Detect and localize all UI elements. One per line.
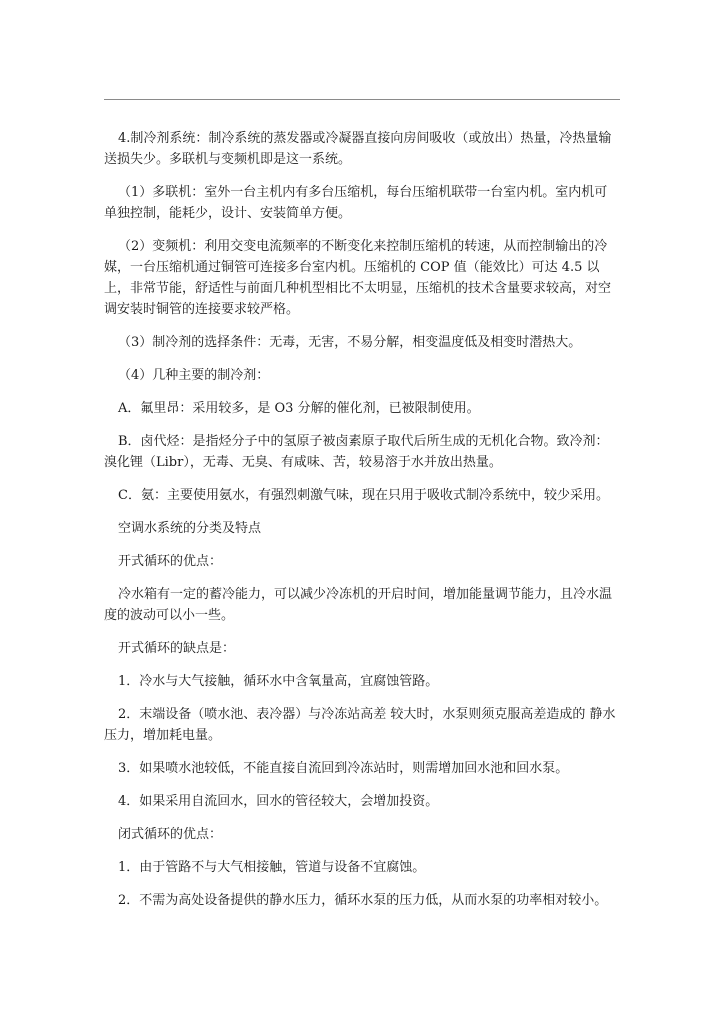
paragraph-refrigerant-system: 4.制冷剂系统：制冷系统的蒸发器或冷凝器直接向房间吸收（或放出）热量，冷热量输送损失少。多联机与变频机即是这一系统。 <box>104 131 612 167</box>
header-rule <box>104 99 620 100</box>
paragraph-open-loop-advantages: 冷水箱有一定的蓄冷能力，可以减少冷冻机的开启时间，增加能量调节能力，且冷水温度的波动可以小一些。 <box>104 587 613 623</box>
paragraph-disadvantage-4: 4．如果采用自流回水，回水的管径较大，会增加投资。 <box>118 794 439 809</box>
paragraph-open-loop-advantages-title: 开式循环的优点： <box>118 554 223 569</box>
paragraph-main-refrigerants: （4）几种主要的制冷剂： <box>118 368 270 383</box>
paragraph-disadvantage-2: 2．末端设备（喷水池、表冷器）与冷冻站高差 较大时，水泵则须克服高差造成的 静水压力，增加耗电量。 <box>104 707 616 743</box>
paragraph-ammonia: C．氨：主要使用氨水，有强烈刺激气味，现在只用于吸收式制冷系统中，较少采用。 <box>118 488 609 503</box>
paragraph-freon: A．氟里昂：采用较多，是 O3 分解的催化剂，已被限制使用。 <box>118 401 480 416</box>
paragraph-closed-loop-advantages-title: 闭式循环的优点： <box>118 827 223 842</box>
paragraph-inverter: （2）变频机：利用交变电流频率的不断变化来控制压缩机的转速，从而控制输出的冷媒，一台压缩机通过铜管可连接多台室内机。压缩机的 COP 值（能效比）可达 4.5 以上，非常节能，舒适性与前面几种机型相比不太明显，压缩机的技术含量要求较高，对空调安装时铜管的连接要求较严格。 <box>104 239 612 317</box>
paragraph-halocarbon: B．卤代烃：是指烃分子中的氢原子被卤素原子取代后所生成的无机化合物。致冷剂：溴化锂（Libr），无毒、无臭、有咸味、苦，较易溶于水并放出热量。 <box>104 434 609 470</box>
paragraph-closed-advantage-1: 1．由于管路不与大气相接触，管道与设备不宜腐蚀。 <box>118 860 426 875</box>
paragraph-multi-split: （1）多联机：室外一台主机内有多台压缩机，每台压缩机联带一台室内机。室内机可单独控制，能耗少，设计、安装简单方便。 <box>104 185 608 221</box>
document-body <box>104 128 620 911</box>
paragraph-disadvantage-3: 3．如果喷水池较低，不能直接自流回到冷冻站时，则需增加回水池和回水泵。 <box>118 761 569 776</box>
paragraph-disadvantage-1: 1．冷水与大气接触，循环水中含氧量高，宜腐蚀管路。 <box>118 674 439 689</box>
section-heading-water-system: 空调水系统的分类及特点 <box>118 521 262 536</box>
paragraph-closed-advantage-2: 2．不需为高处设备提供的静水压力，循环水泵的压力低，从而水泵的功率相对较小。 <box>118 893 608 908</box>
paragraph-open-loop-disadvantages-title: 开式循环的缺点是： <box>118 641 236 656</box>
paragraph-refrigerant-selection: （3）制冷剂的选择条件：无毒，无害，不易分解，相变温度低及相变时潜热大。 <box>118 335 582 350</box>
